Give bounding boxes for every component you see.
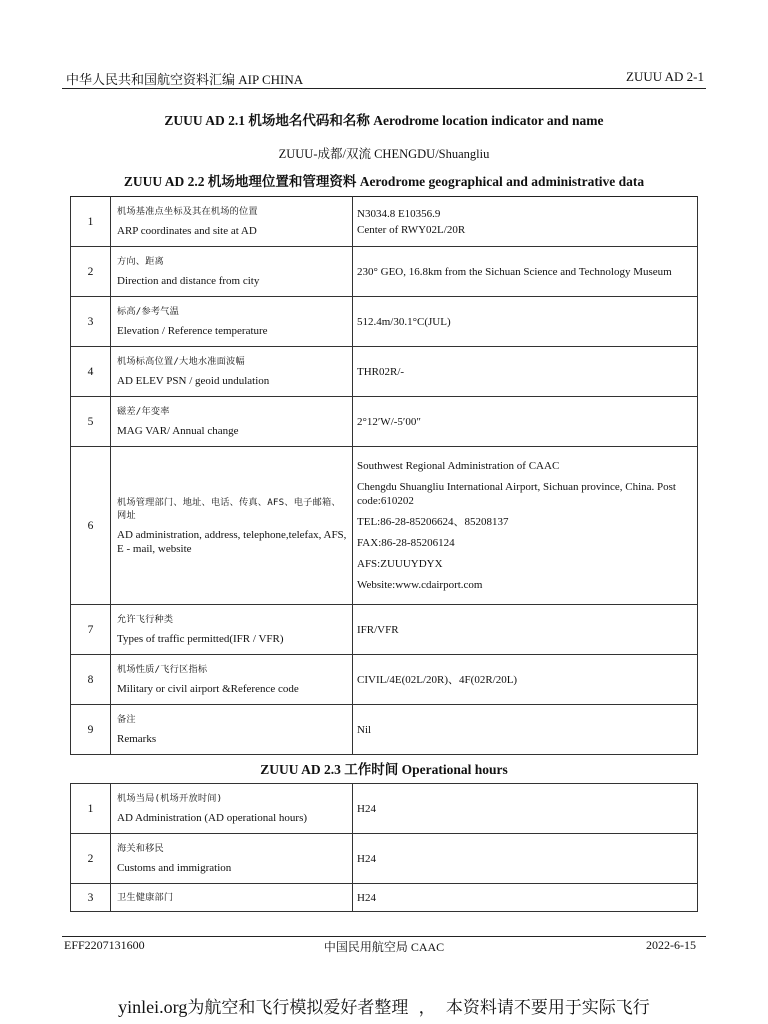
section-2-2-title: ZUUU AD 2.2 机场地理位置和管理资料 Aerodrome geographical and administrative data [123,174,645,189]
table-row [71,297,698,347]
item-label-chinese: 机场性质/飞行区指标 [117,664,208,675]
table-row [71,884,698,912]
operational-hours-table [70,783,698,912]
item-value [353,784,698,834]
item-value [353,197,698,247]
item-label-chinese: 机场基准点坐标及其在机场的位置 [117,206,258,217]
item-label-english: Remarks [117,733,157,745]
value-line: Center of RWY02L/20R [357,223,466,236]
item-description [111,197,353,247]
table-row [71,397,698,447]
value-line: FAX:86-28-85206124 [357,537,455,549]
value-line: N3034.8 E10356.9 [357,207,441,220]
item-label-chinese: 方向、距离 [117,256,164,267]
table-row [71,705,698,755]
item-label-chinese: 磁差/年变率 [117,406,170,417]
item-label-english: Customs and immigration [117,862,232,874]
item-value [353,655,698,705]
section-2-1-title: ZUUU AD 2.1 机场地名代码和名称 Aerodrome location indicator and name [164,113,604,128]
item-value [353,347,698,397]
value-line: AFS:ZUUUYDYX [357,558,443,570]
item-description [111,347,353,397]
row-number: 3 [71,297,111,347]
value-line: H24 [357,891,376,904]
item-description [111,447,353,605]
running-header [62,68,706,89]
row-number: 5 [71,397,111,447]
row-number: 7 [71,605,111,655]
item-description [111,784,353,834]
item-label-chinese: 允许飞行种类 [117,614,174,625]
item-label-chinese: 海关和移民 [117,843,164,854]
table-row [71,197,698,247]
item-label-english: MAG VAR/ Annual change [117,425,239,437]
item-label-chinese: 机场管理部门、地址、电话、传真、AFS、电子邮箱、网址 [117,496,341,521]
item-value [353,605,698,655]
item-value [353,447,698,605]
row-number: 4 [71,347,111,397]
item-label-english: AD Administration (AD operational hours) [117,812,308,824]
row-number: 2 [71,834,111,884]
item-description [111,655,353,705]
row-number: 1 [71,784,111,834]
footer-effective-date: EFF2207131600 [64,938,145,952]
item-label-english: Direction and distance from city [117,275,260,287]
table-row [71,834,698,884]
header-page-id: ZUUU AD 2-1 [626,69,704,84]
value-line: Southwest Regional Administration of CAAC [357,460,560,472]
item-description [111,884,353,912]
value-line: CIVIL/4E(02L/20R)、4F(02R/20L) [357,673,518,686]
item-value [353,884,698,912]
item-description [111,705,353,755]
item-description [111,834,353,884]
watermark-disclaimer: 为航空和飞行模拟爱好者整理 ， 本资料请不要用于实际飞行 [187,998,650,1018]
geographical-admin-table [70,196,698,755]
value-line: Chengdu Shuangliu International Airport, Sichuan province, China. Post code:610202 [357,481,676,507]
item-value [353,705,698,755]
footer-authority: 中国民用航空局 CAAC [323,940,445,954]
item-value [353,247,698,297]
row-number: 3 [71,884,111,912]
value-line: TEL:86-28-85206624、85208137 [357,516,509,528]
item-label-english: Types of traffic permitted(IFR / VFR) [117,633,284,645]
item-description [111,297,353,347]
item-value [353,397,698,447]
table-row [71,655,698,705]
item-label-english: ARP coordinates and site at AD [117,225,257,237]
item-label-chinese: 备注 [117,714,136,725]
item-label-english: Military or civil airport &Reference code [117,683,299,695]
watermark-site: yinlei.org [118,997,188,1017]
item-description [111,247,353,297]
header-publication: 中华人民共和国航空资料汇编 AIP CHINA [66,72,304,87]
row-number: 9 [71,705,111,755]
watermark-note [0,993,768,1018]
item-label-chinese: 机场标高位置/大地水准面波幅 [117,356,245,367]
footer-publish-date: 2022-6-15 [646,938,696,952]
value-line: Nil [357,723,372,736]
value-line: IFR/VFR [357,623,399,636]
item-description [111,397,353,447]
table-row [71,247,698,297]
value-line: THR02R/- [357,365,405,378]
value-line: Website:www.cdairport.com [357,579,483,591]
table-row [71,447,698,605]
item-description [111,605,353,655]
row-number: 6 [71,447,111,605]
table-row [71,347,698,397]
table-row [71,605,698,655]
value-line: 2°12′W/-5′00″ [357,415,421,428]
item-label-chinese: 标高/参考气温 [117,306,180,317]
item-label-chinese: 机场当局(机场开放时间) [117,793,223,804]
value-line: 512.4m/30.1°C(JUL) [357,315,451,328]
section-2-3-title: ZUUU AD 2.3 工作时间 Operational hours [260,762,508,777]
item-value [353,834,698,884]
row-number: 2 [71,247,111,297]
value-line: H24 [357,802,376,815]
footer-rule [62,936,706,937]
value-line: 230° GEO, 16.8km from the Sichuan Science and Technology Museum [357,265,672,278]
value-line: H24 [357,852,376,865]
item-label-english: AD ELEV PSN / geoid undulation [117,375,270,387]
item-label-english: AD administration, address, telephone,telefax, AFS, E - mail, website [117,528,347,555]
row-number: 1 [71,197,111,247]
aerodrome-name: ZUUU-成都/双流 CHENGDU/Shuangliu [278,147,490,161]
table-row [71,784,698,834]
item-label-english: Elevation / Reference temperature [117,325,268,337]
item-value [353,297,698,347]
row-number: 8 [71,655,111,705]
item-label-chinese: 卫生健康部门 [117,892,174,903]
